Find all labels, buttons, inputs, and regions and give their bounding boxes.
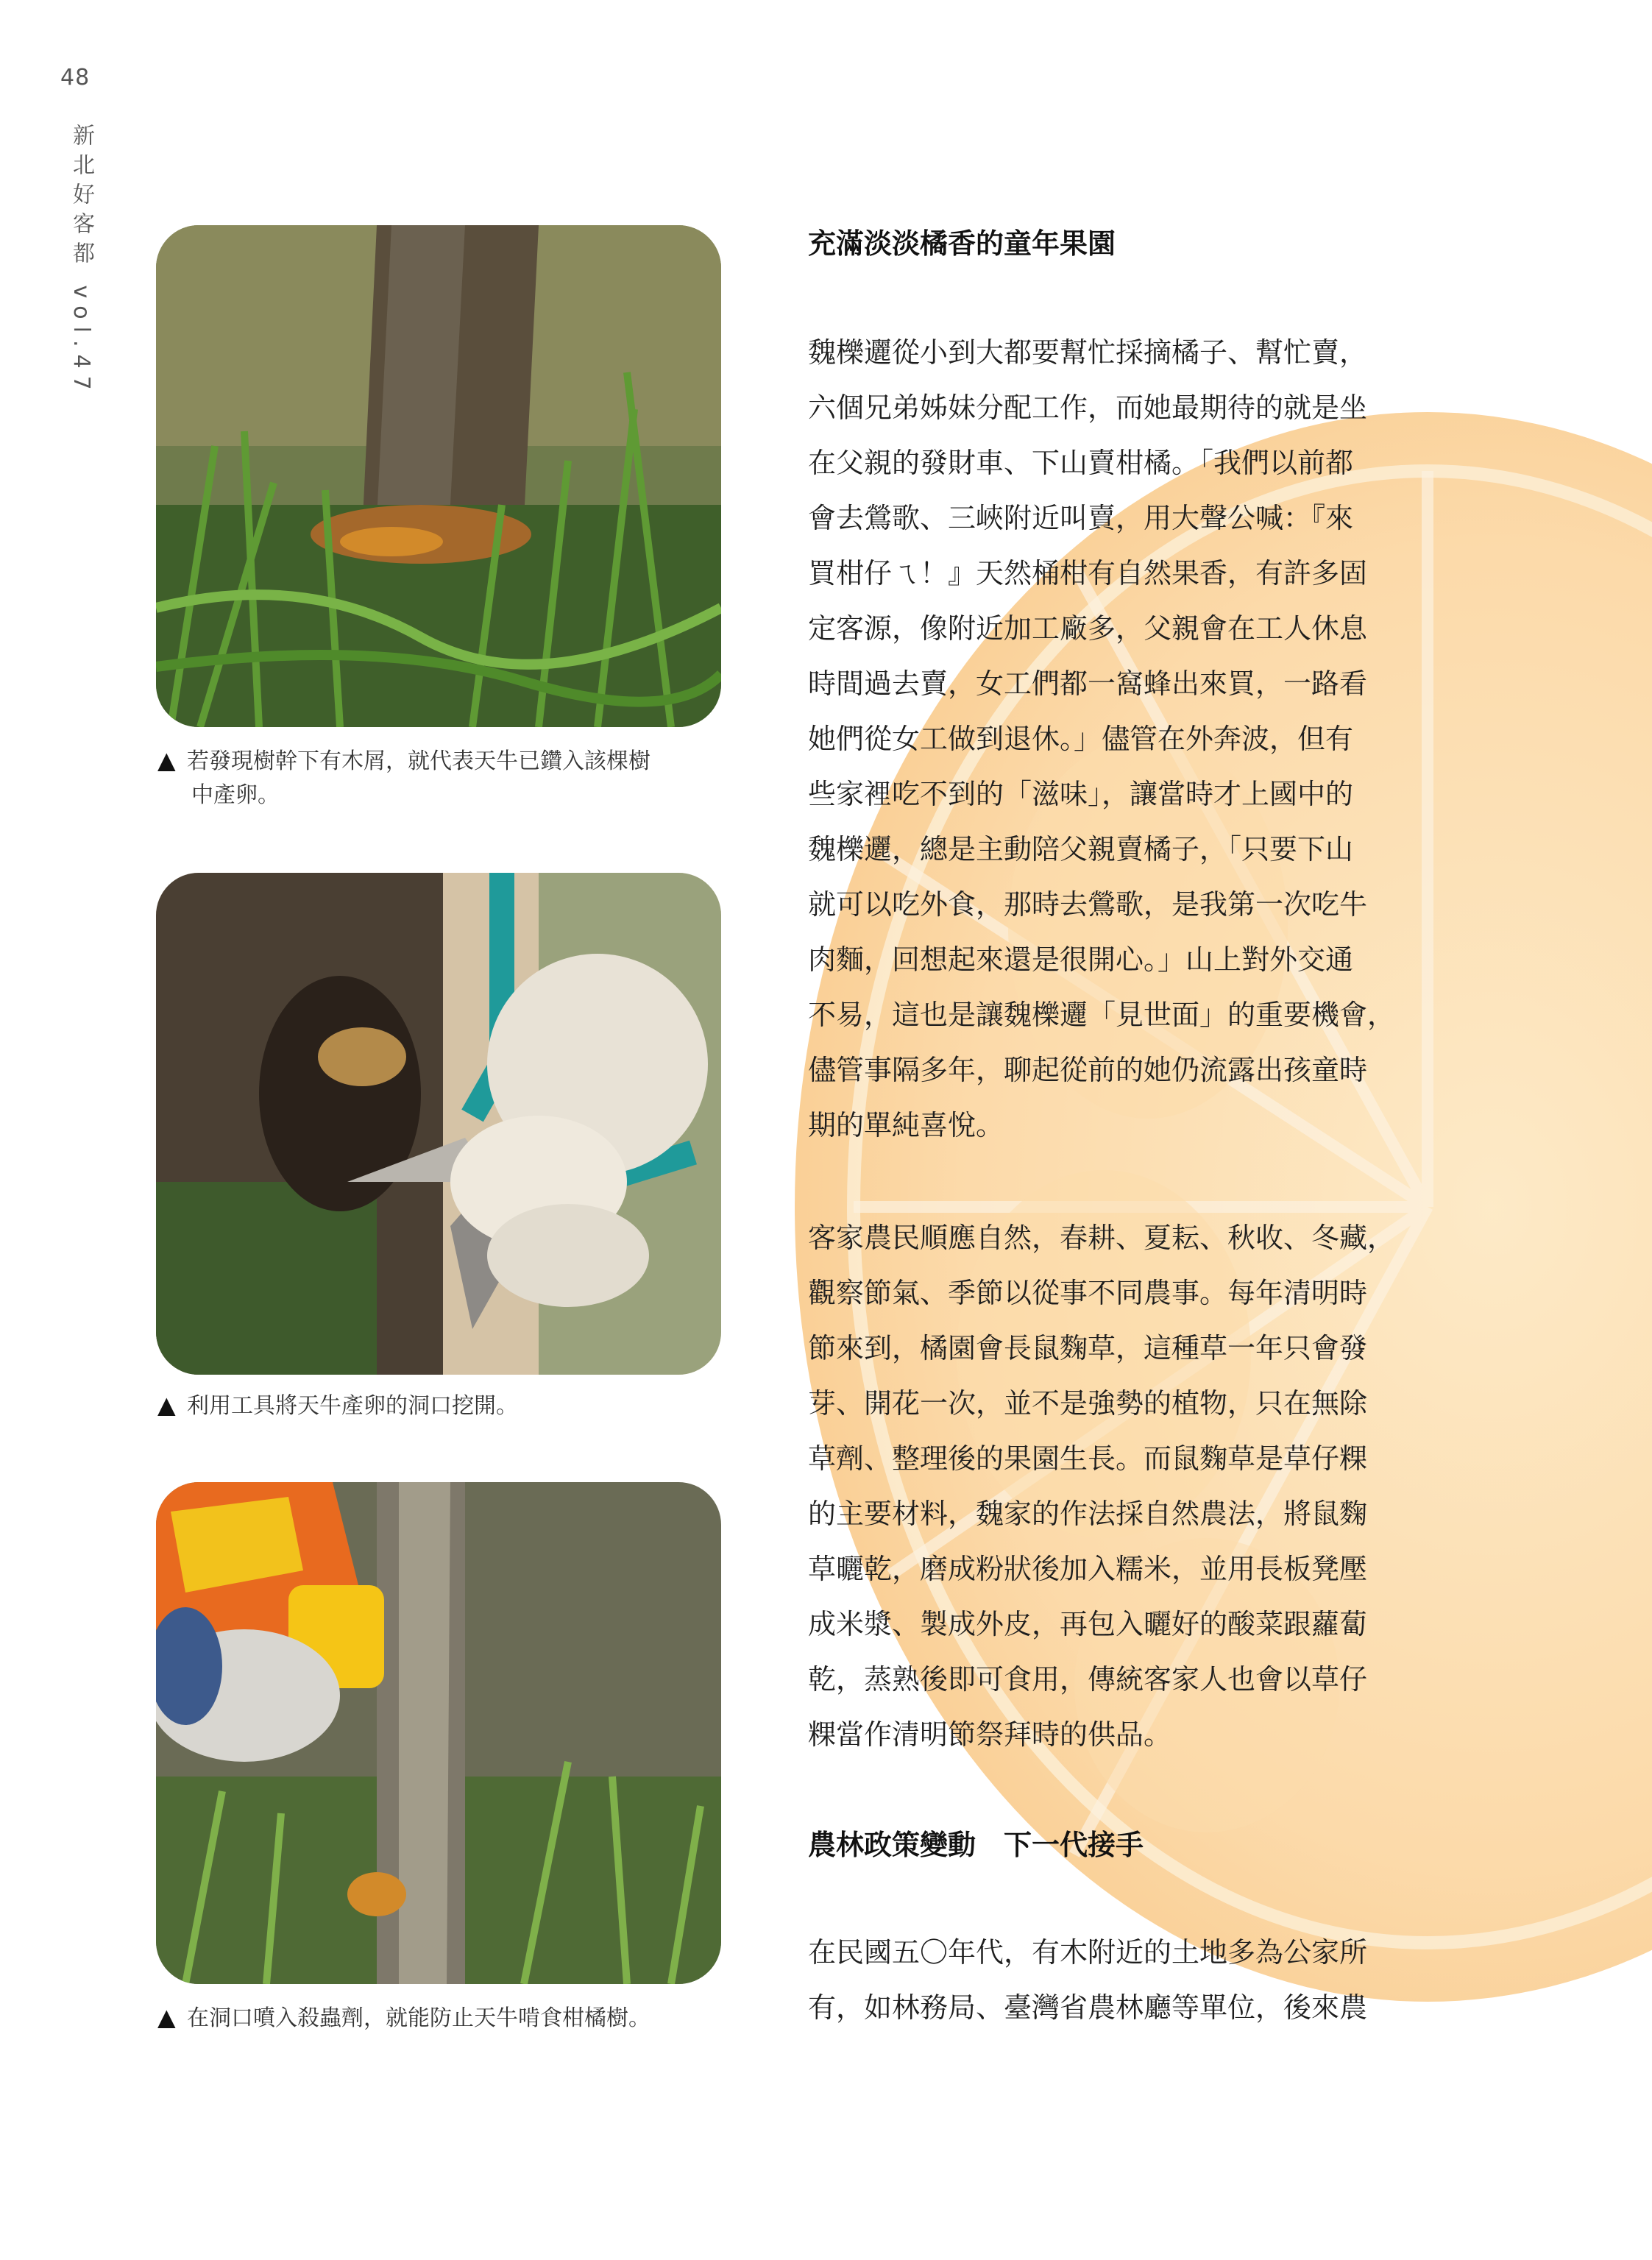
photo-tree-trunk-sawdust: [156, 225, 721, 727]
text-line: 粿當作清明節祭拜時的供品。: [808, 1718, 1172, 1751]
magazine-running-title: 新北好客都 vol.47: [68, 124, 94, 397]
caption-1-line-1: 若發現樹幹下有木屑，就代表天牛已鑽入該棵樹: [187, 748, 650, 774]
text-line: 她們從女工做到退休。」儘管在外奔波，但有: [808, 723, 1354, 755]
text-line: 有，如林務局、臺灣省農林廳等單位，後來農: [808, 1991, 1368, 2024]
text-line: 肉麵，回想起來還是很開心。」山上對外交通: [808, 943, 1354, 976]
text-line: 時間過去賣，女工們都一窩蜂出來買，一路看: [808, 667, 1368, 700]
page-number: 48: [60, 65, 91, 91]
text-line: 些家裡吃不到的「滋味」，讓當時才上國中的: [808, 778, 1354, 810]
section-heading-childhood-orchard: 充滿淡淡橘香的童年果園: [808, 227, 1116, 260]
text-line: 成米漿、製成外皮，再包入曬好的酸菜跟蘿蔔: [808, 1608, 1368, 1640]
text-line: 草曬乾，磨成粉狀後加入糯米，並用長板凳壓: [808, 1553, 1368, 1585]
text-line: 會去鶯歌、三峽附近叫賣，用大聲公喊：『來: [808, 502, 1354, 534]
text-line: 芽、開花一次，並不是強勢的植物，只在無除: [808, 1387, 1368, 1420]
text-line: 的主要材料，魏家的作法採自然農法，將鼠麴: [808, 1498, 1368, 1530]
text-line: 魏櫟邐從小到大都要幫忙採摘橘子、幫忙賣，: [808, 336, 1368, 369]
text-line: 草劑、整理後的果園生長。而鼠麴草是草仔粿: [808, 1442, 1368, 1475]
text-line: 儘管事隔多年，聊起從前的她仍流露出孩童時: [808, 1054, 1368, 1086]
text-line: 在民國五〇年代，有木附近的土地多為公家所: [808, 1936, 1368, 1969]
photo-spraying-insecticide: [156, 1482, 721, 1984]
photo-caption-1: [157, 743, 724, 812]
triangle-marker-icon: ▲: [157, 2003, 176, 2031]
caption-3-line-1: 在洞口噴入殺蟲劑，就能防止天牛啃食柑橘樹。: [187, 2005, 650, 2031]
section-1-paragraph-1: [808, 325, 1470, 1153]
photo-shears-digging-hole: [156, 873, 721, 1375]
text-line: 魏櫟邐，總是主動陪父親賣橘子，「只要下山: [808, 833, 1354, 865]
text-line: 乾，蒸熟後即可食用，傳統客家人也會以草仔: [808, 1663, 1368, 1696]
caption-1-line-2: 中產卵。: [191, 782, 280, 808]
triangle-marker-icon: ▲: [157, 1391, 176, 1419]
section-1-paragraph-2: [808, 1211, 1470, 1763]
triangle-marker-icon: ▲: [157, 746, 176, 774]
text-line: 期的單純喜悅。: [808, 1109, 1004, 1141]
text-line: 節來到，橘園會長鼠麴草，這種草一年只會發: [808, 1332, 1368, 1364]
text-line: 買柑仔ㄟ！』天然桶柑有自然果香，有許多固: [808, 557, 1368, 589]
text-line: 就可以吃外食，那時去鶯歌，是我第一次吃牛: [808, 888, 1368, 921]
caption-2-line-1: 利用工具將天牛產卵的洞口挖開。: [187, 1393, 518, 1419]
text-line: 在父親的發財車、下山賣柑橘。「我們以前都: [808, 447, 1354, 479]
section-heading-policy-change: 農林政策變動 下一代接手: [808, 1829, 1144, 1861]
text-line: 六個兄弟姊妹分配工作，而她最期待的就是坐: [808, 392, 1368, 424]
section-2-paragraph-1: [808, 1925, 1470, 2036]
text-line: 定客源，像附近加工廠多，父親會在工人休息: [808, 612, 1368, 645]
text-line: 觀察節氣、季節以從事不同農事。每年清明時: [808, 1277, 1368, 1309]
photo-caption-3: [157, 2000, 724, 2036]
text-line: 客家農民順應自然，春耕、夏耘、秋收、冬藏，: [808, 1222, 1396, 1254]
photo-caption-2: [157, 1388, 724, 1423]
text-line: 不易，這也是讓魏櫟邐「見世面」的重要機會，: [808, 999, 1396, 1031]
